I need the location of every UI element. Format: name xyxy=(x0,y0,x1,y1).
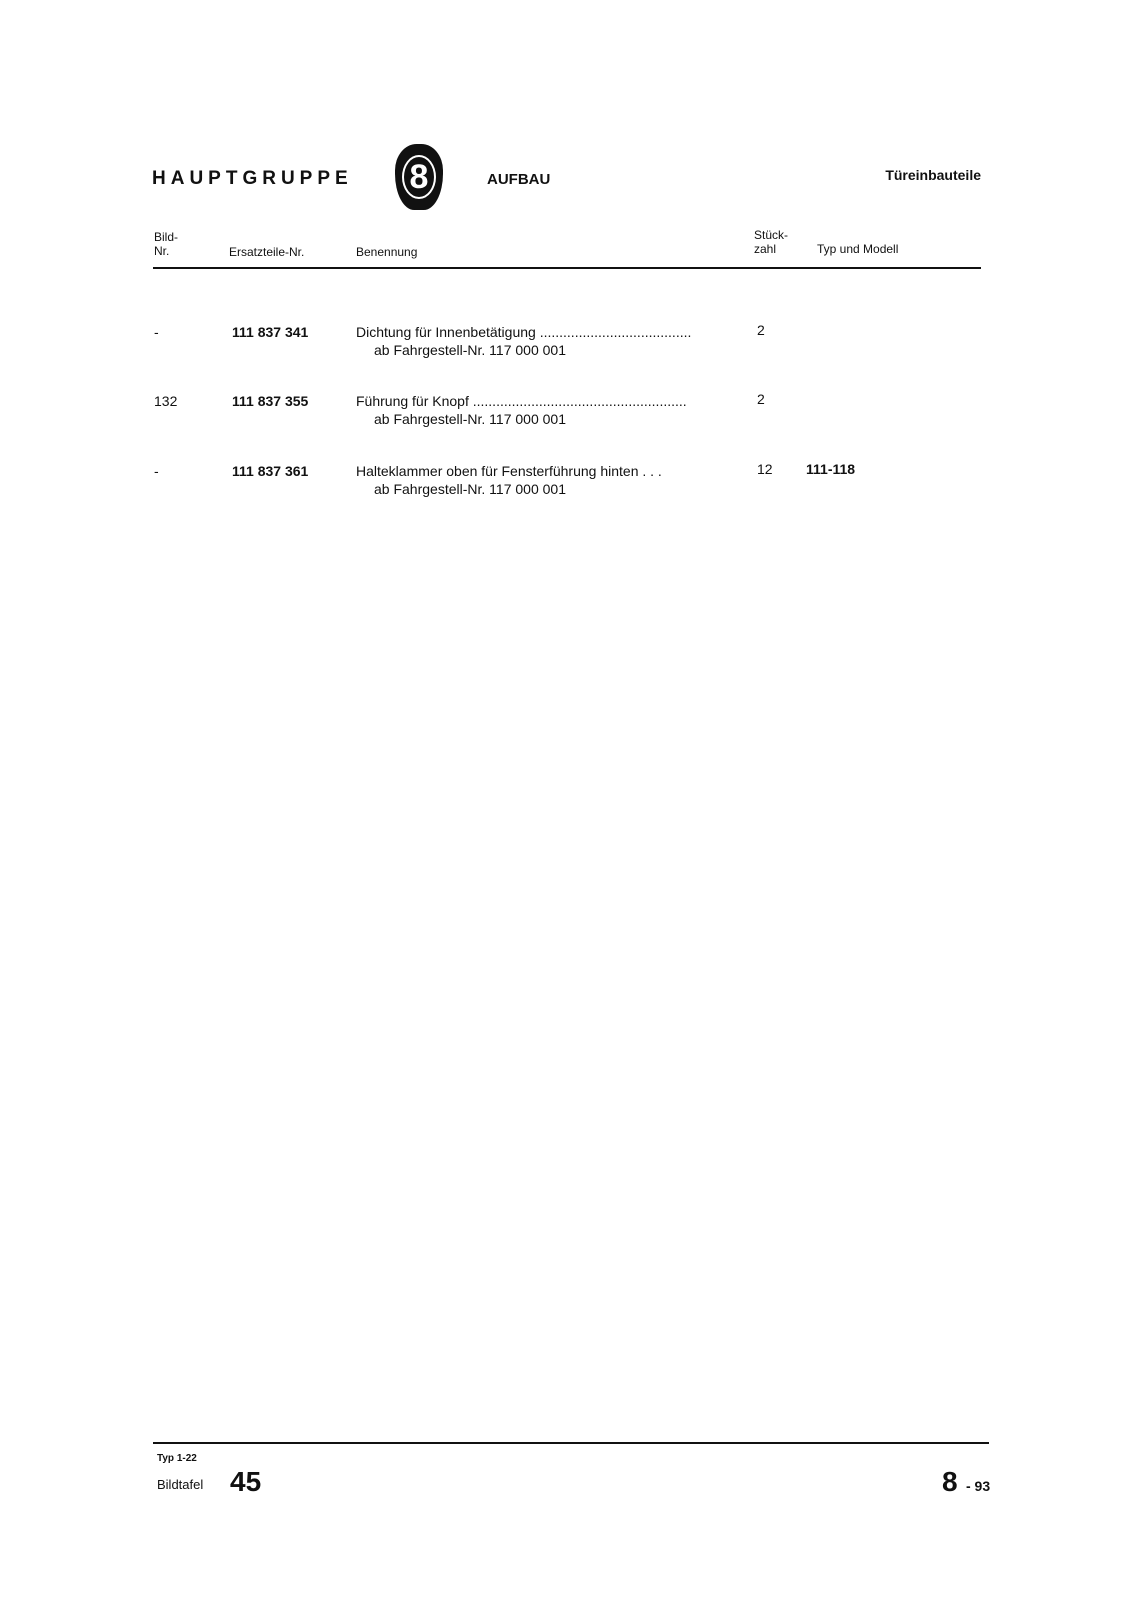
section-title: Türeinbauteile xyxy=(885,167,981,183)
group-name: AUFBAU xyxy=(487,171,551,188)
group-number-badge xyxy=(395,144,443,210)
row-bild-nr: - xyxy=(154,324,159,340)
row-description-line1: Führung für Knopf ....................................................... xyxy=(356,393,687,409)
col-header-bild-line1: Bild- xyxy=(154,230,179,244)
row-part-number: 111 837 355 xyxy=(232,393,309,409)
col-header-ersatz: Ersatzteile-Nr. xyxy=(229,245,305,259)
row-description xyxy=(356,463,731,497)
row-bild-nr: - xyxy=(154,463,159,479)
row-quantity: 12 xyxy=(757,461,773,477)
row-bild-nr: 132 xyxy=(154,393,178,409)
row-description-line2: ab Fahrgestell-Nr. 117 000 001 xyxy=(374,342,566,358)
row-description-line1: Halteklammer oben für Fensterführung hinten . . . xyxy=(356,463,662,479)
footer-rule xyxy=(153,1442,989,1444)
col-header-bild xyxy=(154,230,178,258)
row-part-number: 111 837 341 xyxy=(232,324,309,340)
footer-typ: Typ 1-22 xyxy=(157,1453,197,1464)
col-header-benennung: Benennung xyxy=(356,245,418,259)
row-quantity: 2 xyxy=(757,391,765,407)
header-rule xyxy=(153,267,981,269)
row-description-line1: Dichtung für Innenbetätigung ....................................... xyxy=(356,324,692,340)
group-label: HAUPTGRUPPE xyxy=(152,168,353,189)
row-type-model: 111-118 xyxy=(806,461,856,477)
col-header-bild-line2: Nr. xyxy=(154,244,170,258)
col-header-stueck xyxy=(754,228,788,256)
page-number-sub: - 93 xyxy=(966,1478,991,1494)
group-number: 8 xyxy=(402,155,436,199)
col-header-stueck-line1: Stück- xyxy=(754,228,789,242)
row-description-line2: ab Fahrgestell-Nr. 117 000 001 xyxy=(374,481,566,497)
row-description xyxy=(356,324,731,358)
row-description xyxy=(356,393,731,427)
row-quantity: 2 xyxy=(757,322,765,338)
footer-bildtafel-number: 45 xyxy=(230,1466,262,1497)
footer-bildtafel-label: Bildtafel xyxy=(157,1477,204,1492)
col-header-typ: Typ und Modell xyxy=(817,242,899,256)
row-part-number: 111 837 361 xyxy=(232,463,309,479)
col-header-stueck-line2: zahl xyxy=(754,242,777,256)
page-number-main: 8 xyxy=(942,1466,958,1497)
row-description-line2: ab Fahrgestell-Nr. 117 000 001 xyxy=(374,411,566,427)
